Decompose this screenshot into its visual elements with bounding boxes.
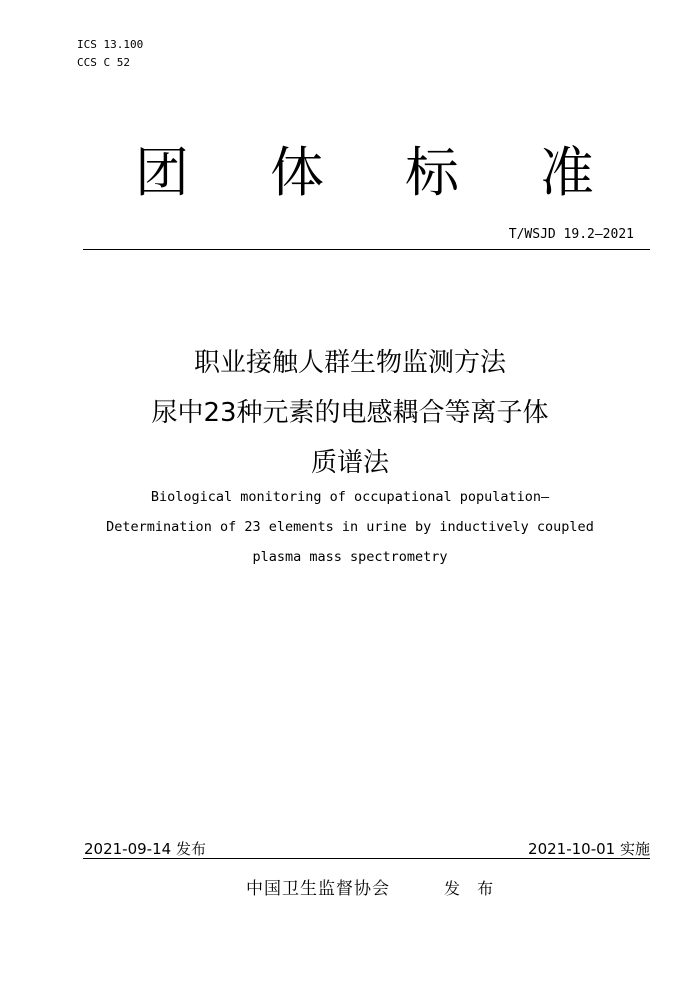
standard-type-char: 准 (540, 141, 594, 204)
chinese-title-line: 尿中23种元素的电感耦合等离子体 (151, 398, 549, 428)
standard-type-char: 标 (405, 141, 459, 204)
english-title (0, 482, 700, 572)
english-title-line: plasma mass spectrometry (252, 549, 448, 565)
publisher-name: 中国卫生监督协会 (246, 879, 390, 899)
standard-type-char: 体 (270, 141, 324, 204)
ics-code: ICS 13.100 (77, 38, 144, 51)
ccs-code: CCS C 52 (77, 56, 130, 69)
top-divider (83, 249, 650, 250)
publish-label: 发 布 (444, 879, 500, 898)
standard-type-heading (0, 138, 700, 208)
implementation-date: 2021-10-01 实施 (528, 840, 650, 858)
english-title-line: Determination of 23 elements in urine by inductively coupled (106, 519, 594, 535)
classification-codes (77, 36, 143, 72)
bottom-divider (83, 858, 650, 859)
standard-number: T/WSJD 19.2—2021 (508, 227, 634, 242)
chinese-title-line: 质谱法 (310, 448, 389, 478)
issue-date: 2021-09-14 发布 (84, 840, 206, 858)
chinese-title (0, 338, 700, 488)
english-title-line: Biological monitoring of occupational population— (150, 489, 550, 505)
standard-type-char: 团 (135, 141, 189, 204)
chinese-title-line: 职业接触人群生物监测方法 (193, 348, 506, 378)
